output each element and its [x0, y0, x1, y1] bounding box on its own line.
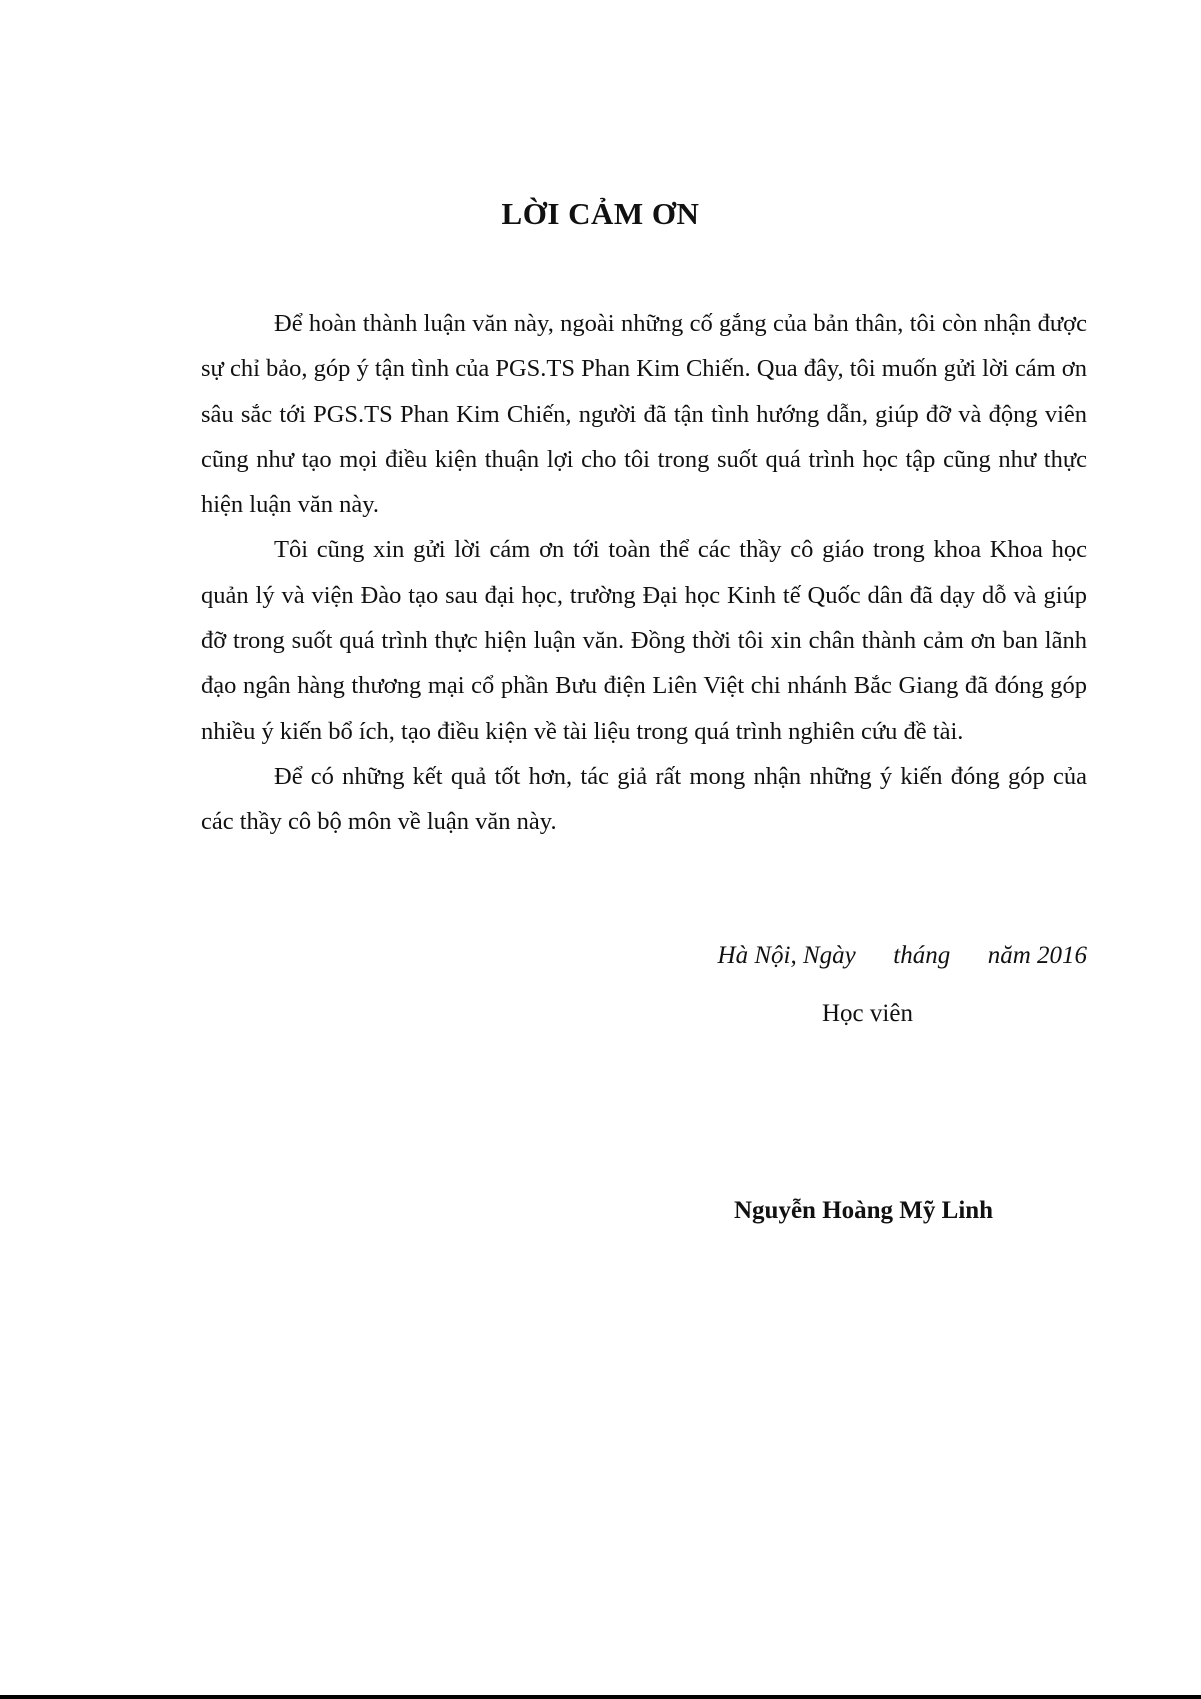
- page-bottom-border: [0, 1695, 1201, 1699]
- body-text: [201, 301, 1087, 845]
- date-line: Hà Nội, Ngày tháng năm 2016: [717, 942, 1087, 969]
- author-name: Nguyễn Hoàng Mỹ Linh: [734, 1197, 994, 1224]
- page-title: LỜI CẢM ƠN: [501, 196, 700, 231]
- signer-role: Học viên: [822, 1000, 913, 1027]
- paragraph-1: Để hoàn thành luận văn này, ngoài những cố gắng của bản thân, tôi còn nhận được sự chỉ bảo, góp ý tận tình của PGS.TS Phan Kim Chiến. Qua đây, tôi muốn gửi lời cám ơn sâu sắc tới PGS.TS Phan Kim Chiến, người đã tận tình hướng dẫn, giúp đỡ và động viên cũng như tạo mọi điều kiện thuận lợi cho tôi trong suốt quá trình học tập cũng như thực hiện luận văn này.: [201, 310, 1087, 519]
- paragraph-2: Tôi cũng xin gửi lời cám ơn tới toàn thể các thầy cô giáo trong khoa Khoa học quản lý và viện Đào tạo sau đại học, trường Đại học Kinh tế Quốc dân đã dạy dỗ và giúp đỡ trong suốt quá trình thực hiện luận văn. Đồng thời tôi xin chân thành cảm ơn ban lãnh đạo ngân hàng thương mại cổ phần Bưu điện Liên Việt chi nhánh Bắc Giang đã đóng góp nhiều ý kiến bổ ích, tạo điều kiện về tài liệu trong quá trình nghiên cứu đề tài.: [201, 536, 1087, 745]
- paragraph-3: Để có những kết quả tốt hơn, tác giả rất mong nhận những ý kiến đóng góp của các thầy cô bộ môn về luận văn này.: [201, 762, 1087, 836]
